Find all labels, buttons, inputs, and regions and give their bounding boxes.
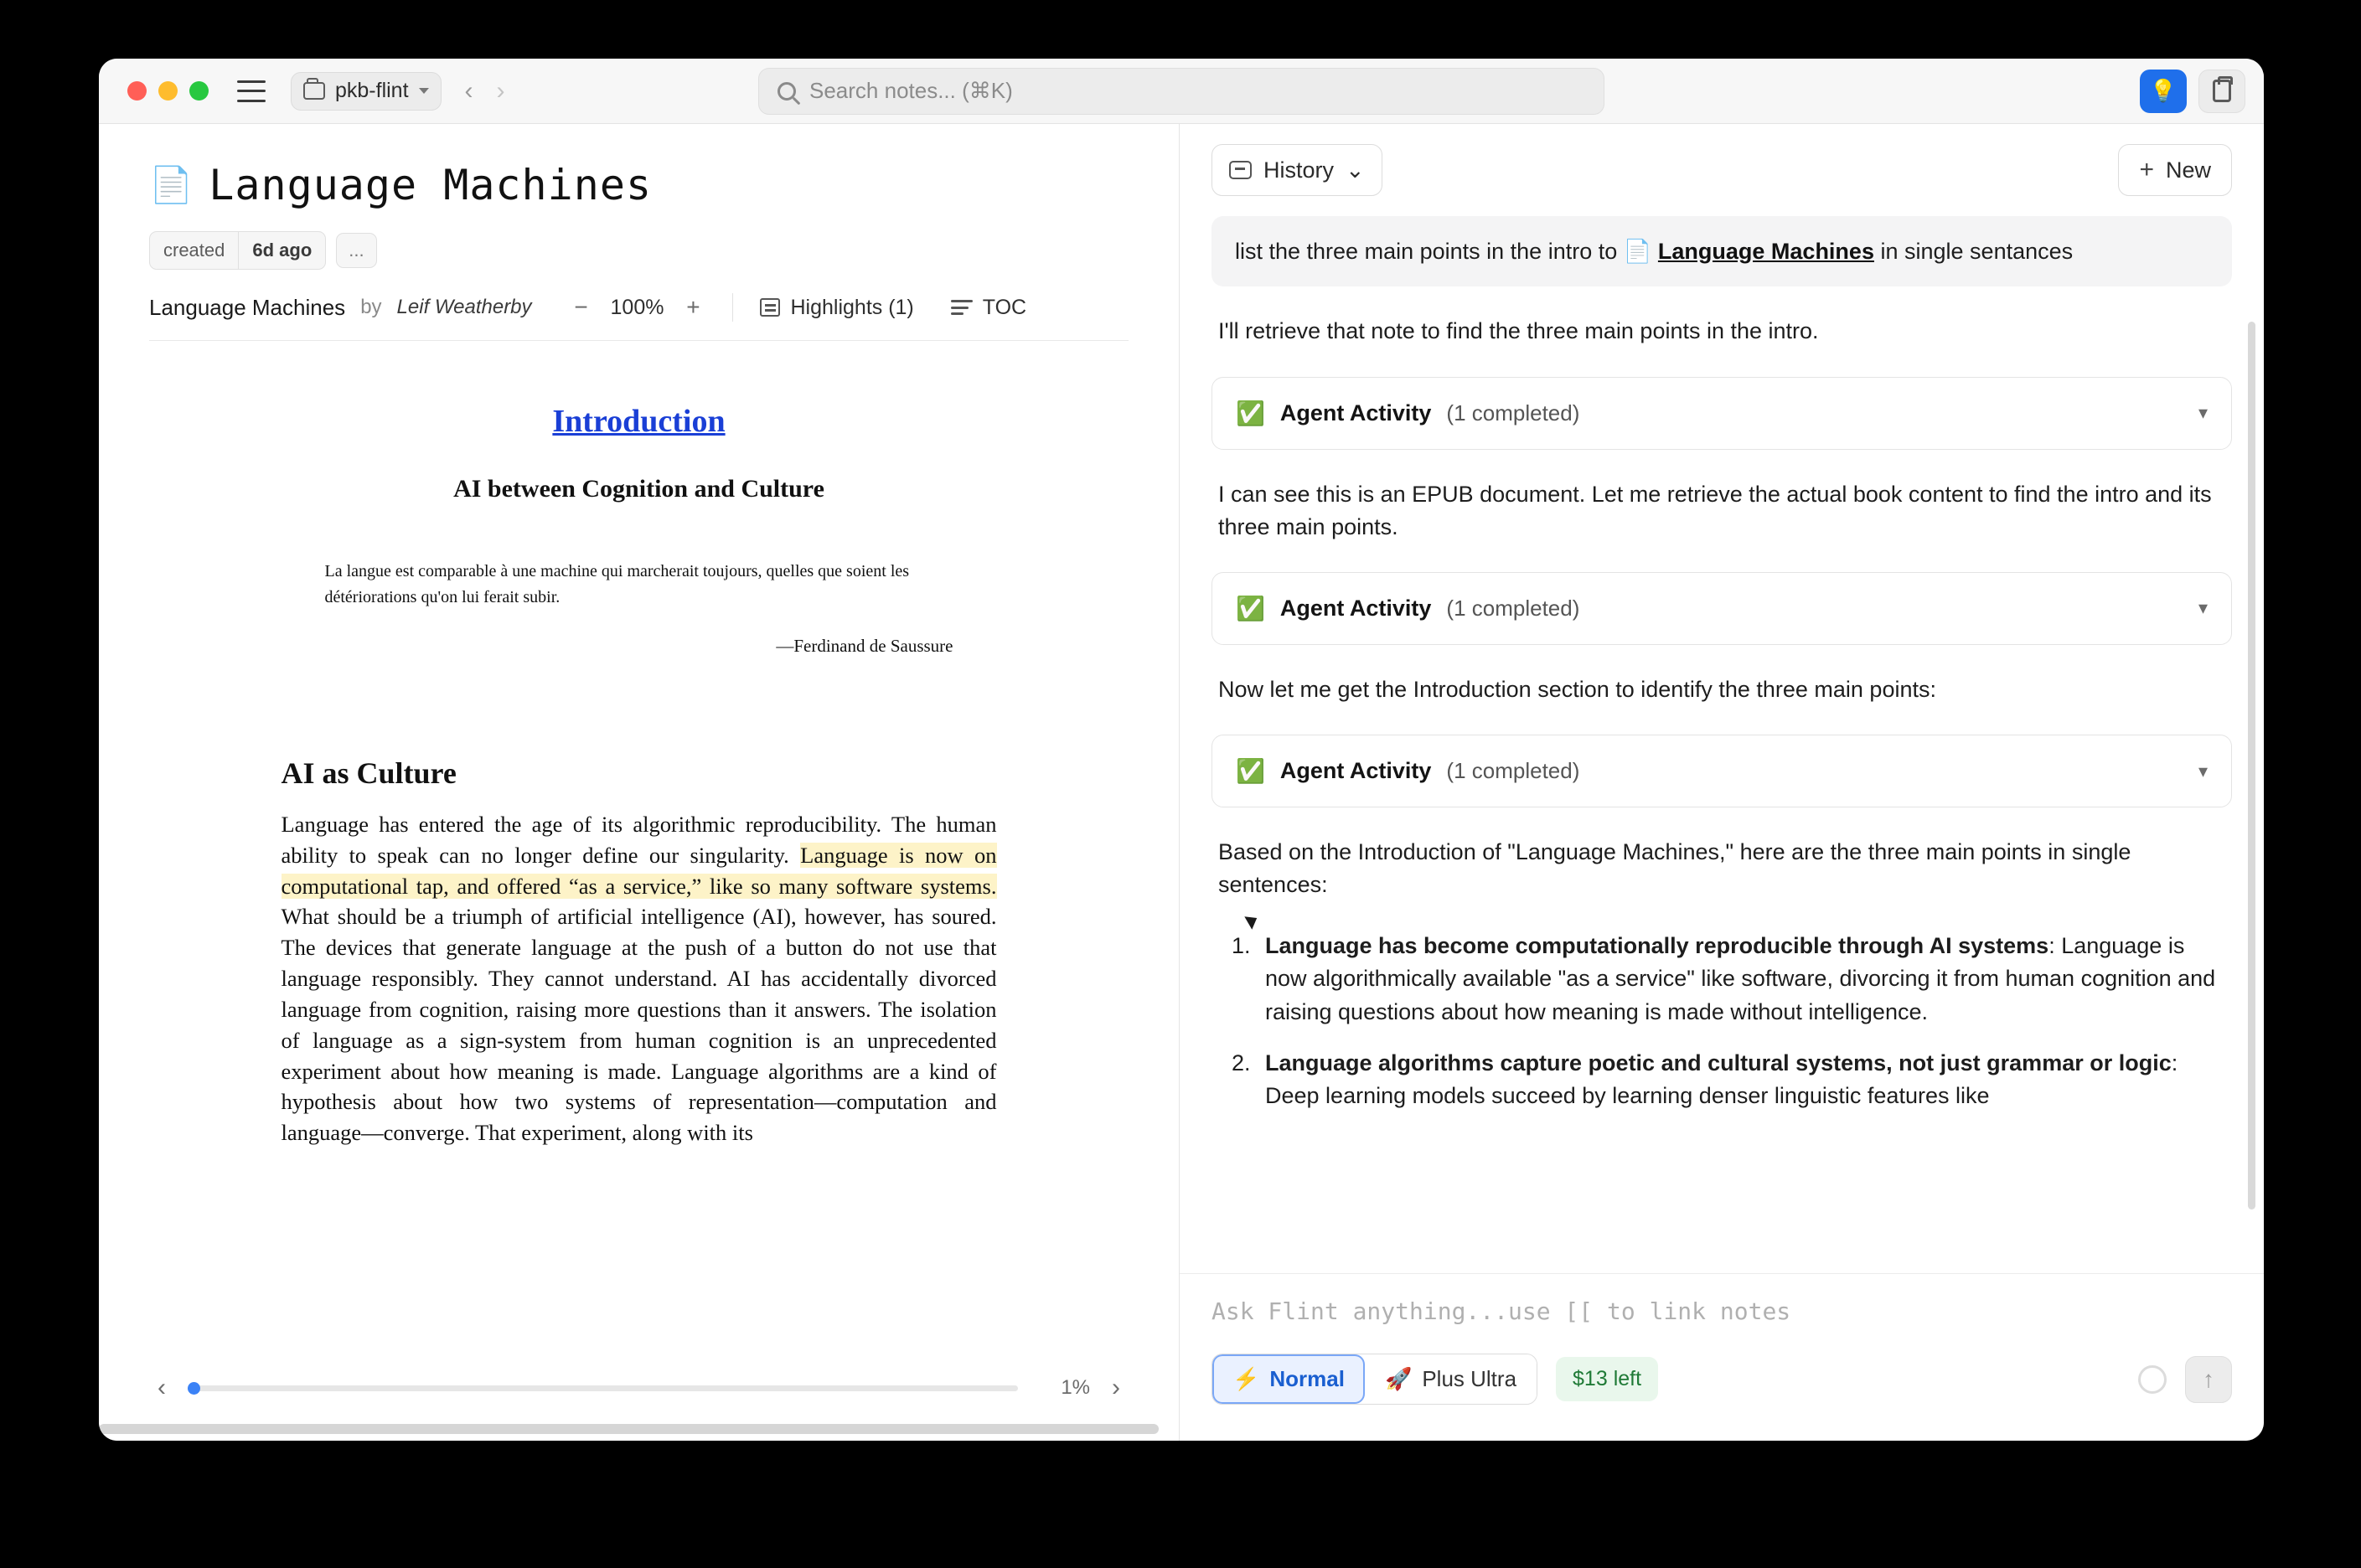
- check-icon: ✅: [1236, 595, 1265, 622]
- prev-page-button[interactable]: ‹: [158, 1374, 166, 1401]
- app-window: [99, 59, 2264, 1441]
- zoom-in-button[interactable]: +: [686, 294, 700, 320]
- chapter-heading[interactable]: Introduction: [552, 404, 726, 439]
- zoom-level: 100%: [610, 295, 664, 319]
- titlebar-actions: [2140, 70, 2245, 113]
- assistant-toggle-button[interactable]: [2140, 70, 2187, 113]
- mode-selector: [1211, 1354, 1537, 1405]
- composer-controls: [1211, 1354, 2232, 1405]
- back-button[interactable]: ‹: [464, 76, 473, 105]
- check-icon: ✅: [1236, 400, 1265, 426]
- highlighted-text[interactable]: Language is now on computational tap, and offered “as a service,” like so many software systems.: [281, 842, 997, 899]
- mode-normal-button[interactable]: [1212, 1354, 1365, 1404]
- activity-title: Agent Activity: [1279, 595, 1432, 621]
- chat-composer: [1180, 1273, 2264, 1441]
- list-item: [1257, 930, 2225, 1028]
- highlight-icon: [760, 298, 780, 317]
- clipboard-icon: [2213, 80, 2231, 102]
- user-message-post: in single sentances: [1880, 239, 2074, 264]
- answer-list: [1218, 930, 2225, 1112]
- activity-subtitle: (1 completed): [1446, 400, 1580, 426]
- credit-badge: $13 left: [1556, 1357, 1658, 1401]
- paragraph-part-2: What should be a triumph of artificial intelligence (AI), however, has soured. The devices that generate language at the push of a button do not use that language responsibly. They cannot understand. AI has accidentally divorced language from cognition, raising more questions than it answers. The isolation of language as a sign-system from human cognition is an unprecedented experiment about how meaning is made. Language algorithms are a kind of hypothesis about how two systems of representation—computation and language—converge. That experiment, along with its: [281, 904, 997, 1146]
- assistant-message: I can see this is an EPUB document. Let me retrieve the actual book content to find the intro and its three main points.: [1218, 481, 2212, 539]
- assistant-message: I'll retrieve that note to find the three main points in the intro.: [1218, 318, 1819, 344]
- scroll-fade: [1180, 1240, 2264, 1273]
- point-title: Language algorithms capture poetic and cultural systems, not just grammar or logic: [1265, 1050, 2172, 1075]
- more-options-button[interactable]: ...: [336, 233, 376, 268]
- search-input[interactable]: [758, 68, 1604, 115]
- search-placeholder: Search notes... (⌘K): [809, 78, 1013, 103]
- toc-button[interactable]: [951, 296, 1026, 320]
- section-heading: AI as Culture: [281, 756, 457, 790]
- title-bar: [99, 59, 2264, 124]
- page-progress-bar: [99, 1374, 1179, 1402]
- book-title: Language Machines: [149, 294, 346, 320]
- epigraph-attribution: —Ferdinand de Saussure: [776, 636, 953, 656]
- user-message-pre: list the three main points in the intro to: [1235, 239, 1618, 264]
- mode-normal-label: Normal: [1269, 1366, 1345, 1391]
- chat-pane: [1180, 124, 2264, 1441]
- nav-arrows[interactable]: [464, 76, 505, 105]
- vault-name: pkb-flint: [335, 79, 409, 102]
- page-title: [149, 161, 1129, 209]
- toolbar-divider: [732, 293, 733, 322]
- highlights-button[interactable]: [760, 296, 913, 320]
- chat-input[interactable]: Ask Flint anything...use [[ to link notes: [1211, 1297, 1791, 1325]
- lightbulb-icon: 💡: [2149, 78, 2178, 103]
- assistant-message: Based on the Introduction of "Language Machines," here are the three main points in single sentences:: [1218, 839, 2131, 898]
- chevron-down-icon[interactable]: ▾: [2198, 760, 2208, 781]
- activity-title: Agent Activity: [1279, 758, 1432, 783]
- agent-activity-card[interactable]: [1211, 377, 2232, 450]
- zoom-controls: [569, 294, 706, 321]
- arrow-up-icon: ↑: [2203, 1365, 2214, 1392]
- horizontal-scrollbar[interactable]: [99, 1424, 1159, 1434]
- created-badge: [149, 231, 326, 270]
- history-icon: [1229, 161, 1252, 179]
- history-button[interactable]: [1211, 144, 1382, 196]
- agent-activity-card[interactable]: [1211, 735, 2232, 807]
- send-button[interactable]: [2185, 1356, 2232, 1403]
- activity-subtitle: (1 completed): [1446, 758, 1580, 783]
- chevron-down-icon[interactable]: ▾: [2198, 402, 2208, 424]
- note-link[interactable]: Language Machines: [1657, 239, 1874, 264]
- search-icon: [778, 82, 796, 101]
- zoom-out-button[interactable]: −: [574, 294, 588, 320]
- chevron-down-icon: ⌄: [1346, 157, 1365, 183]
- agent-activity-card[interactable]: [1211, 572, 2232, 645]
- plus-icon: +: [2139, 156, 2154, 183]
- note-link-icon: 📄: [1623, 239, 1652, 264]
- point-body: : Language is now algorithmically available "as a service" like software, divorcing it from human cognition and raising questions about how meaning is made without intelligence.: [1265, 933, 2216, 1024]
- vault-selector[interactable]: [291, 72, 442, 111]
- book-author: Leif Weatherby: [396, 296, 532, 318]
- next-page-button[interactable]: ›: [1112, 1374, 1120, 1401]
- folder-icon: [303, 82, 325, 100]
- document-header: [99, 124, 1179, 270]
- close-window-button[interactable]: [127, 81, 147, 101]
- document-icon: 📄: [149, 164, 194, 205]
- reader-viewport[interactable]: [99, 341, 1179, 1441]
- created-label: created: [163, 240, 225, 260]
- menu-icon[interactable]: [237, 80, 266, 102]
- chat-scrollbar[interactable]: [2248, 322, 2255, 1210]
- chevron-down-icon[interactable]: ▾: [2198, 597, 2208, 619]
- highlights-label: Highlights (1): [790, 295, 914, 319]
- toc-label: TOC: [982, 295, 1027, 319]
- page-title-text: Language Machines: [209, 161, 653, 209]
- chapter-subtitle: AI between Cognition and Culture: [453, 475, 824, 503]
- clipboard-button[interactable]: [2198, 70, 2245, 113]
- progress-track[interactable]: [188, 1385, 1018, 1391]
- assistant-message: Now let me get the Introduction section to identify the three main points:: [1218, 676, 1936, 702]
- loading-spinner-icon: [2138, 1365, 2167, 1394]
- history-label: History: [1263, 157, 1335, 183]
- check-icon: ✅: [1236, 758, 1265, 784]
- minimize-window-button[interactable]: [158, 81, 178, 101]
- paragraph-part-1: Language has entered the age of its algorithmic reproducibility. The human ability to speak can no longer define our singularity.: [281, 812, 997, 868]
- activity-subtitle: (1 completed): [1446, 595, 1580, 621]
- progress-percent: 1%: [1061, 1376, 1090, 1399]
- book-page: [216, 403, 1062, 1148]
- chat-messages[interactable]: [1180, 216, 2264, 1273]
- main-body: [99, 124, 2264, 1441]
- list-item: [1257, 1047, 2225, 1112]
- toc-icon: [951, 300, 973, 315]
- mode-plus-ultra-label: Plus Ultra: [1422, 1366, 1517, 1391]
- chevron-down-icon: [419, 88, 429, 94]
- reader-toolbar: [149, 293, 1129, 341]
- reader-pane: [99, 124, 1180, 1441]
- body-paragraph: [282, 809, 997, 1148]
- chat-header: [1180, 124, 2264, 216]
- by-label: by: [360, 296, 382, 318]
- new-chat-button[interactable]: [2118, 144, 2232, 196]
- user-message: [1211, 216, 2232, 286]
- created-value: 6d ago: [238, 232, 325, 269]
- activity-title: Agent Activity: [1279, 400, 1432, 426]
- progress-knob[interactable]: [188, 1382, 200, 1395]
- new-chat-label: New: [2165, 157, 2211, 183]
- point-body: : Deep learning models succeed by learning denser linguistic features like: [1265, 1050, 2178, 1108]
- maximize-window-button[interactable]: [189, 81, 209, 101]
- rocket-icon: 🚀: [1384, 1366, 1413, 1391]
- bolt-icon: ⚡: [1232, 1366, 1260, 1391]
- point-title: Language has become computationally reproducible through AI systems: [1265, 933, 2049, 959]
- mode-plus-ultra-button[interactable]: [1365, 1354, 1537, 1404]
- epigraph-text: La langue est comparable à une machine qui marcherait toujours, quelles que soient les détériorations qu'on lui ferait subir.: [324, 562, 910, 606]
- forward-button[interactable]: ›: [496, 76, 505, 105]
- window-controls[interactable]: [127, 81, 209, 101]
- document-meta: [149, 231, 1129, 270]
